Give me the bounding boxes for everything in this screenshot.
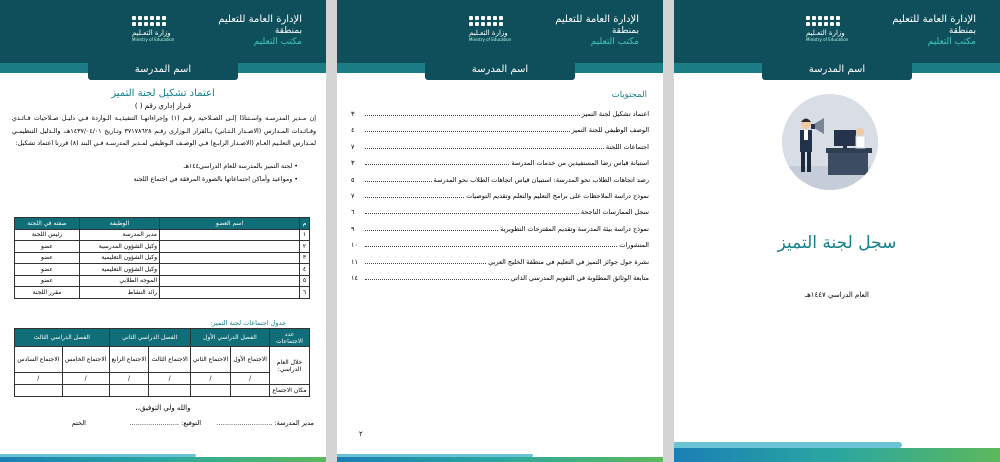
signature-line: التوقيع: ........................: [129, 419, 201, 427]
contents-item[interactable]: اعتماد تشكيل لجنة التميز ٣: [351, 110, 649, 118]
place-label: مكان الاجتماع: [270, 385, 310, 397]
page-committee-decision: [0, 0, 326, 462]
contents-list: [351, 110, 649, 290]
contents-item[interactable]: متابعة الوثائق المطلوبة في التقويم المدرسي الذاتي ١٤: [351, 273, 649, 282]
meetings-table: عدد الاجتماعات الفصل الدراسي الأول الفصل الدراسي الثاني الفصل الدراسي الثالث خلال العام الدراسي: الاجتماع الأول الاجتماع الثاني الاجتماع الثالث الاجتماع الرابع الاجتماع الخامس الاجتماع السادس / / / / / / مكان الاجتماع: [14, 328, 310, 397]
header-text: [218, 14, 302, 47]
col-header: الفصل الدراسي الأول: [190, 329, 269, 347]
page-number: ٢: [359, 430, 363, 438]
col-header: الفصل الدراسي الثالث: [15, 329, 110, 347]
school-name-tab: اسم المدرسة: [425, 60, 575, 80]
contents-item[interactable]: رصد اتجاهات الطلاب نحو المدرسة: استبيان قياس اتجاهات الطلاب نحو المدرسة ٥: [351, 175, 649, 184]
meetings-caption: جدول اجتماعات لجنة التميز:: [210, 319, 286, 327]
contents-item[interactable]: استبانة قياس رضا المستفيدين من خدمات المدرسة ٣: [351, 159, 649, 168]
contents-item[interactable]: الوصف الوظيفي للجنة التميز ٤: [351, 126, 649, 135]
page-contents: [337, 0, 663, 462]
footer-stripe: [0, 450, 326, 462]
ministry-logo: وزارة التعـليم Ministry of Education: [806, 16, 868, 42]
school-name-tab: اسم المدرسة: [762, 60, 912, 80]
admin-line1: الإدارة العامة للتعليم: [218, 14, 302, 25]
col-header: الفصل الدراسي الثاني: [109, 329, 190, 347]
bullet-item: • ومواعيد وأماكن اجتماعاتها بالصورة المرفقة في اجتماع اللجنة: [133, 176, 298, 183]
table-row: ٥ الموجه الطلابي عضو: [15, 275, 310, 287]
col-header: اسم العضو: [160, 218, 300, 230]
footer-stripe: [337, 450, 663, 462]
decision-number: قـرار إداري رقم ( ): [134, 102, 192, 110]
page-cover: [674, 0, 1000, 462]
cover-title: سجل لجنة التميز: [777, 233, 897, 253]
school-name-tab: اسم المدرسة: [88, 60, 238, 80]
row-label: خلال العام الدراسي:: [270, 347, 310, 385]
col-header: الوظيفة: [80, 218, 160, 230]
col-header: عدد الاجتماعات: [270, 329, 310, 347]
contents-item[interactable]: نموذج دراسة الملاحظات على برامج التعليم والتعلم وتقديم التوصيات ٧: [351, 191, 649, 200]
footer-stripe: [674, 436, 1000, 462]
contents-item[interactable]: المنشورات ١٠: [351, 241, 649, 250]
table-row: ٢ وكيل الشؤون المدرسية عضو: [15, 241, 310, 253]
bullet-item: • لجنة التميز بالمدرسة للعام الدراسي١٤٤هـ: [183, 163, 298, 170]
office-label: مكتب التعليم: [253, 37, 302, 47]
ministry-logo: وزارة التعـليم Ministry of Education: [469, 16, 531, 42]
col-header: م: [300, 218, 310, 230]
closing-line: والله ولي التوفيق،،: [135, 404, 191, 412]
admin-line2: بمنطقة: [274, 26, 302, 36]
table-row: ٦ رائد النشاط مقرر اللجنة: [15, 287, 310, 299]
contents-heading: المحتويات: [611, 90, 647, 100]
contents-item[interactable]: سجل الممارسات الناجحة ٦: [351, 208, 649, 217]
col-header: صفته في اللجنة: [15, 218, 80, 230]
contents-item[interactable]: نموذج دراسة بيئة المدرسة وتقديم المقترحات التطويرية ٩: [351, 224, 649, 233]
page-title: اعتماد تشكيل لجنة التميز: [111, 88, 215, 99]
header-text: الإدارة العامة للتعليم بمنطقة مكتب التعليم: [555, 14, 639, 47]
table-row: ٣ وكيل الشؤون التعليمية عضو: [15, 252, 310, 264]
academic-year: العام الدراسي ١٤٤٧هـ: [805, 291, 869, 299]
ministry-logo: وزارة التعـليم Ministry of Education: [132, 16, 194, 42]
stamp-label: الختم: [71, 419, 86, 427]
header-text: الإدارة العامة للتعليم بمنطقة مكتب التعليم: [892, 14, 976, 47]
members-table: [14, 217, 310, 299]
office-illustration: [782, 94, 878, 190]
contents-item[interactable]: نشرة حول جوائز التميز في التعليم في منطقة الخليج العربي ١١: [351, 257, 649, 266]
decision-paragraph: إن مـدير المدرسـة واسـتنادًا إلـى الصـلاحية رقـم (١) وإجراءاتهـا التنفيذيـة الـواردة فـي دليـل صـلاحيات قـائـدي وقـائـدات المـدارس (الاصـدار الـثـاني) بـالقرار الـوزاري رقـم ٣٧١٧٨٦٢٨ وتـاريخ ١٤٣٧/٠٤/٠١هـ، والـدليل التنظيمـي لمـدارس التعلـيم العـام (الاصـدار الرابـع) فـي الوصـف الـوظيفي لمـدير المدرسـة فـي البند (٨) قررنا اعتماد تشكيل:: [12, 115, 316, 147]
contents-item[interactable]: اجتماعات اللجنة ٧: [351, 142, 649, 151]
principal-line: مدير المدرسة: ...........................: [216, 419, 314, 427]
table-row: ١ مدير المدرسة رئيس اللجنة: [15, 229, 310, 241]
table-row: ٤ وكيل الشؤون التعليمية عضو: [15, 264, 310, 276]
